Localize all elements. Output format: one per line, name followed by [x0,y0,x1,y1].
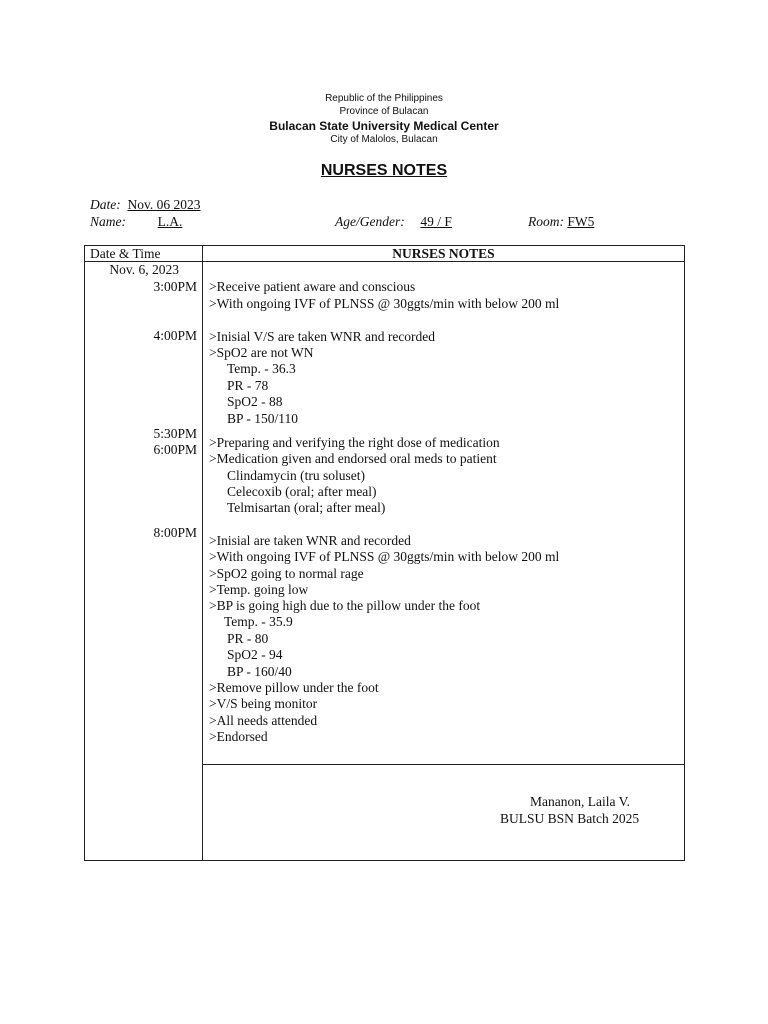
date-label: Date: [90,197,121,212]
note-line: >All needs attended [209,713,318,728]
col-header-nurses-notes: NURSES NOTES [392,246,495,261]
vital-sign-line: BP - 160/40 [227,664,292,679]
note-line: >V/S being monitor [209,696,318,711]
note-line: >SpO2 are not WN [209,345,314,360]
name-value: L.A. [157,214,183,229]
date-row [90,197,201,213]
name-row [90,214,214,230]
time-entry: 5:30PM [153,426,197,441]
time-entry: 3:00PM [153,279,197,294]
entry-date: Nov. 6, 2023 [109,262,179,277]
note-line: >Preparing and verifying the right dose of medication [209,435,500,450]
age-gender-label: Age/Gender: [335,214,405,229]
room-value: FW5 [567,214,595,229]
city-text: City of Malolos, Bulacan [330,134,438,145]
vital-sign-line: BP - 150/110 [227,411,299,426]
room-row [528,214,594,230]
vital-sign-line: PR - 78 [227,378,269,393]
time-entry: 4:00PM [153,328,197,343]
note-line: >Inisial V/S are taken WNR and recorded [209,329,436,344]
table-bottom-border [84,860,685,861]
age-gender-value: 49 / F [420,214,452,229]
name-label: Name: [90,214,126,229]
republic-text: Republic of the Philippines [325,93,443,104]
table-column-divider [202,245,203,861]
signature-batch: BULSU BSN Batch 2025 [500,811,640,826]
vital-sign-line: PR - 80 [227,631,269,646]
note-line: >SpO2 going to normal rage [209,566,364,581]
table-signature-divider [202,764,685,765]
date-time-column [84,262,197,562]
vital-sign-line: Temp. - 35.9 [224,614,293,629]
table-right-border [684,245,685,861]
medication-line: Telmisartan (oral; after meal) [227,500,386,515]
age-gender-row [335,214,464,230]
vital-sign-line: SpO2 - 88 [227,394,283,409]
time-entry: 8:00PM [153,525,197,540]
province-text: Province of Bulacan [339,106,429,117]
university-name: Bulacan State University Medical Center [269,119,499,133]
time-entry: 6:00PM [153,442,197,457]
vital-sign-line: Temp. - 36.3 [227,361,296,376]
page-title: NURSES NOTES [320,162,448,179]
note-line: >BP is going high due to the pillow under the foot [209,598,481,613]
note-line: >Temp. going low [209,582,309,597]
note-line: >With ongoing IVF of PLNSS @ 30ggts/min with below 200 ml [209,549,560,564]
note-line: >Medication given and endorsed oral meds to patient [209,451,497,466]
vital-sign-line: SpO2 - 94 [227,647,283,662]
room-label: Room: [528,214,564,229]
date-value: Nov. 06 2023 [127,197,201,212]
note-line: >Remove pillow under the foot [209,680,379,695]
note-line: >Endorsed [209,729,268,744]
note-line: >Inisial are taken WNR and recorded [209,533,411,548]
note-line: >With ongoing IVF of PLNSS @ 30ggts/min with below 200 ml [209,296,560,311]
medication-line: Clindamycin (tru soluset) [227,468,365,483]
note-line: >Receive patient aware and conscious [209,279,416,294]
col-header-date-time: Date & Time [90,246,161,261]
medication-line: Celecoxib (oral; after meal) [227,484,377,499]
signature-name: Mananon, Laila V. [530,794,630,809]
